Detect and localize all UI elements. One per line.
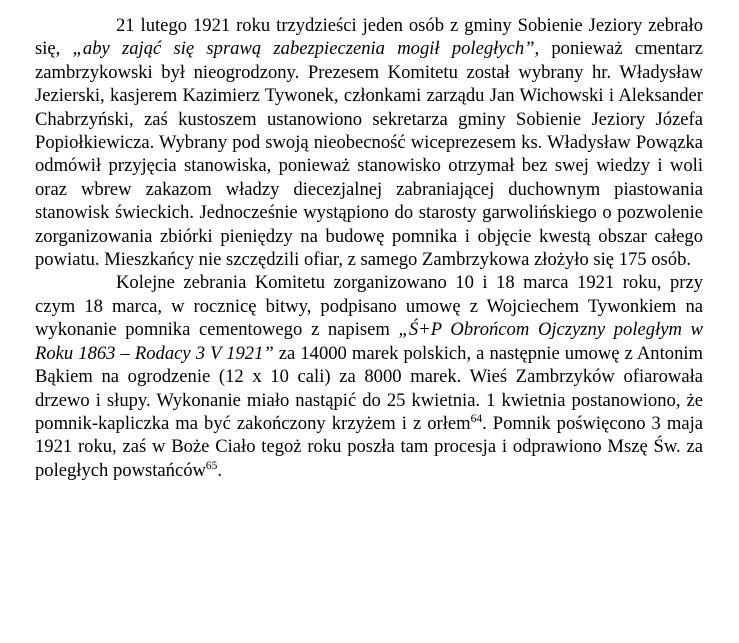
paragraph-2-text-c: . Pomnik poświęcono 3 maja 1921 roku, zaś w Boże Ciało tegoż roku poszła tam procesja i odprawiono Mszę Św. za poległych powstańców — [35, 412, 703, 481]
paragraph-2-text-a: Kolejne zebrania Komitetu zorganizowano 10 i 18 marca 1921 roku, przy czym 18 marca, w rocznicę bitwy, podpisano umowę z Wojciechem Tywonkiem na wykonanie pomnika cementowego z napisem — [35, 272, 703, 341]
paragraph-2-text-d: . — [217, 459, 223, 481]
footnote-ref-64[interactable]: 64 — [470, 412, 483, 425]
paragraph-1-quote: „aby zająć się sprawą zabezpieczenia mogił poległych” — [72, 38, 535, 60]
footnote-ref-65[interactable]: 65 — [205, 459, 218, 472]
paragraph-2 — [35, 271, 703, 482]
paragraph-1 — [35, 14, 703, 271]
paragraph-2-text-b: za 14000 marek polskich, a następnie umowę z Antonim Bąkiem na ogrodzenie (12 x 10 cali) za 8000 marek. Wieś Zambrzyków ofiarowała drzewo i słupy. Wykonanie miało nastąpić do 25 kwietnia. 1 kwietnia postanowiono, że pomnik-kapliczka ma być zakończony krzyżem i z orłem — [35, 342, 703, 434]
paragraph-1-text-b: , ponieważ cmentarz zambrzykowski był nieogrodzony. Prezesem Komitetu został wybrany hr. Władysław Jezierski, kasjerem Kazimierz Tywonek, członkami zarządu Jan Wichowski i Aleksander Chabrzyński, zaś kustoszem ustanowiono sekretarza gminy Sobienie Jeziory Józefa Popiołkiewicza. Wybrany pod swoją nieobecność wiceprezesem ks. Władysław Powązka odmówił przyjęcia stanowiska, ponieważ stanowisko otrzymał bez swej wiedzy i woli oraz wbrew zakazom władzy diecezjalnej zabraniającej duchownym piastowania stanowisk świeckich. Jednocześnie wystąpiono do starosty garwolińskiego o pozwolenie zorganizowania zbiórki pieniędzy na budowę pomnika i objęcie kwestą obszar całego powiatu. Mieszkańcy nie szczędzili ofiar, z samego Zambrzykowa złożyło się 175 osób. — [35, 38, 703, 271]
paragraph-1-text-a: 21 lutego 1921 roku trzydzieści jeden osób z gminy Sobienie Jeziory zebrało się, — [35, 15, 703, 60]
paragraph-2-quote: „Ś+P Obrońcom Ojczyzny poległym w Roku 1863 – Rodacy 3 V 1921” — [35, 319, 703, 364]
document-page — [35, 14, 703, 482]
